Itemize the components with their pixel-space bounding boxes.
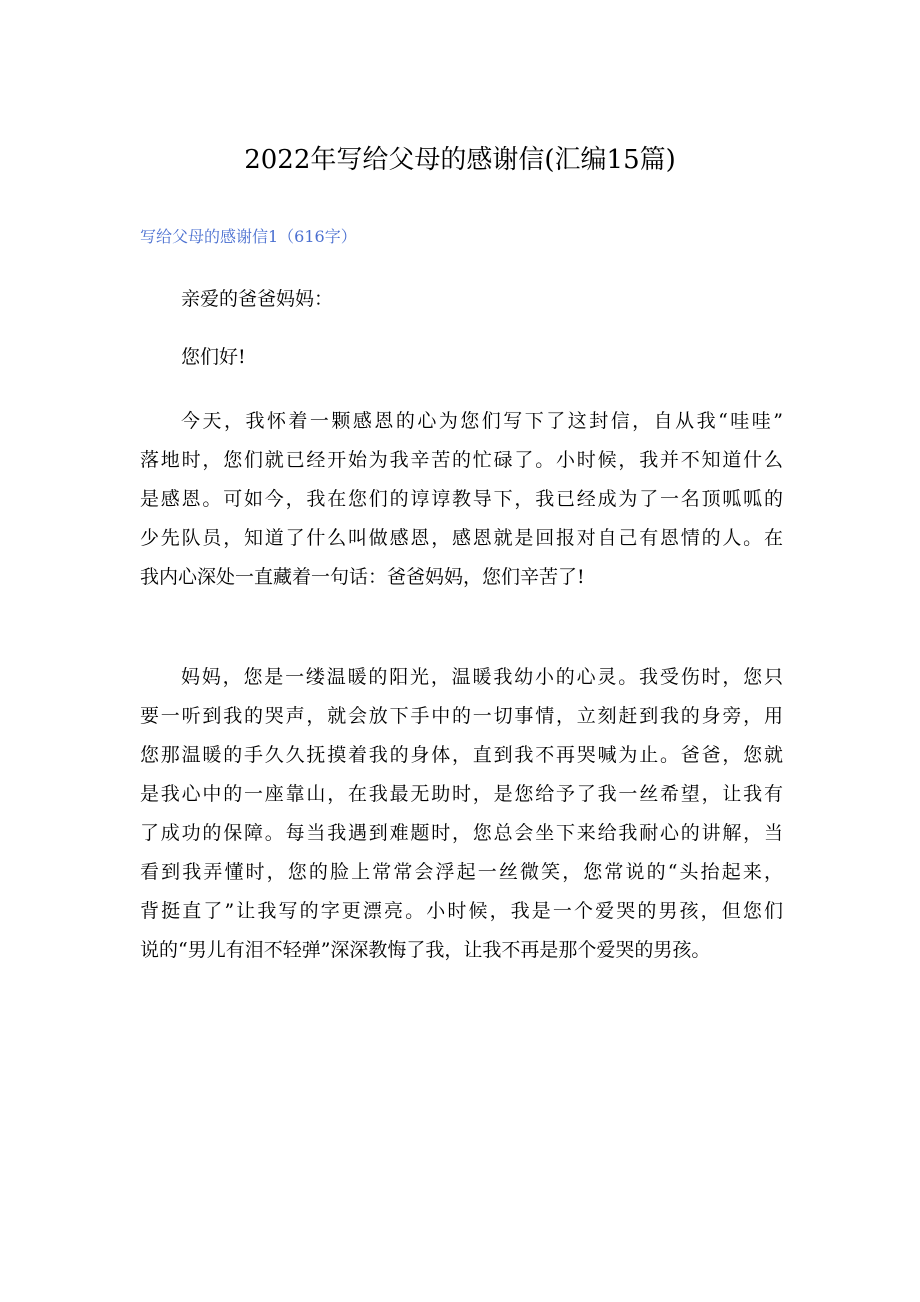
paragraph-1-line: 落地时，您们就已经开始为我辛苦的忙碌了。小时候，我并不知道什么 [140, 449, 783, 471]
salutation: 亲爱的爸爸妈妈： [181, 288, 334, 310]
paragraph-2-line: 了成功的保障。每当我遇到难题时，您总会坐下来给我耐心的讲解，当 [140, 822, 783, 844]
paragraph-1-line: 少先队员，知道了什么叫做感恩，感恩就是回报对自己有恩情的人。在 [140, 527, 783, 549]
paragraph-2-line: 要一听到我的哭声，就会放下手中的一切事情，立刻赶到我的身旁，用 [140, 705, 783, 727]
paragraph-2-line: 您那温暖的手久久抚摸着我的身体，直到我不再哭喊为止。爸爸，您就 [140, 744, 783, 766]
paragraph-2-line: 妈妈，您是一缕温暖的阳光，温暖我幼小的心灵。我受伤时，您只 [181, 666, 783, 688]
paragraph-1-line: 是感恩。可如今，我在您们的谆谆教导下，我已经成为了一名顶呱呱的 [140, 488, 783, 510]
paragraph-2-line: 是我心中的一座靠山，在我最无助时，是您给予了我一丝希望，让我有 [140, 783, 783, 805]
paragraph-2 [140, 658, 783, 970]
paragraph-2-line: 背挺直了”让我写的字更漂亮。小时候，我是一个爱哭的男孩，但您们 [140, 900, 783, 922]
document-title: 2022年写给父母的感谢信(汇编15篇) [244, 145, 676, 175]
paragraph-2-line: 说的“男儿有泪不轻弹”深深教悔了我，让我不再是那个爱哭的男孩。 [140, 939, 711, 961]
paragraph-1-line: 我内心深处一直藏着一句话：爸爸妈妈，您们辛苦了! [140, 566, 585, 588]
paragraph-1 [140, 402, 783, 597]
paragraph-2-line: 看到我弄懂时，您的脸上常常会浮起一丝微笑，您常说的“头抬起来， [140, 861, 783, 883]
paragraph-1-line: 今天，我怀着一颗感恩的心为您们写下了这封信，自从我“哇哇” [181, 410, 783, 432]
greeting: 您们好! [181, 346, 246, 368]
section-heading-link[interactable]: 写给父母的感谢信1（616字） [140, 227, 357, 246]
